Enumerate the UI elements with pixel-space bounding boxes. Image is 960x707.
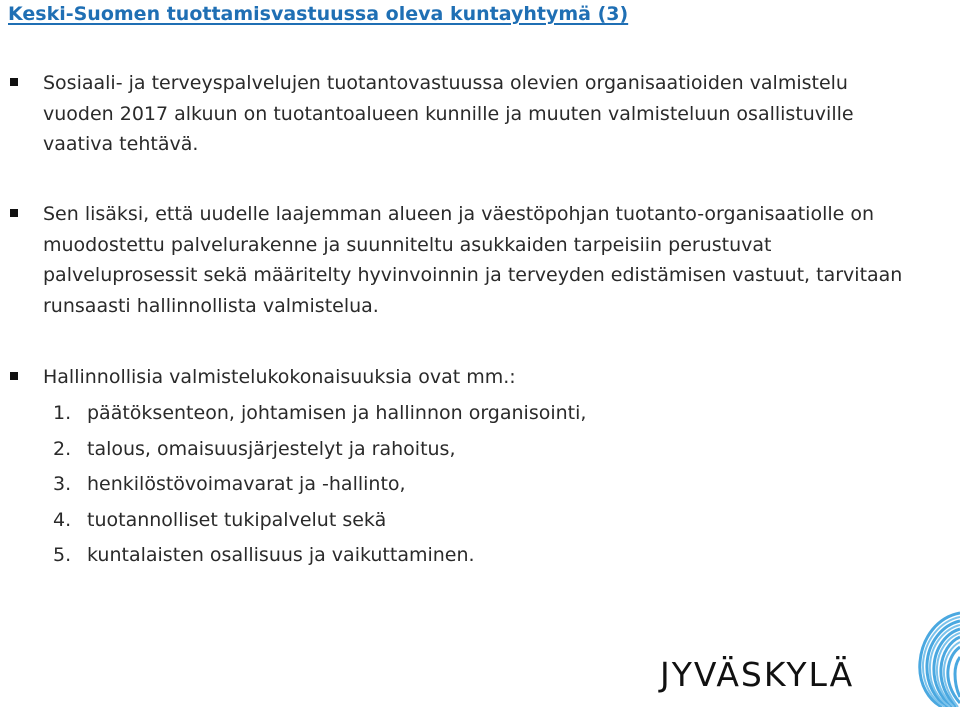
list-item-text: henkilöstövoimavarat ja -hallinto, [87,473,406,495]
list-item [53,432,586,468]
list-item-text: kuntalaisten osallisuus ja vaikuttaminen. [87,544,475,566]
bullet-paragraph: Sen lisäksi, että uudelle laajemman alueen ja väestöpohjan tuotanto-organisaatiolle on muodostettu palvelurakenne ja suunniteltu asukkaiden tarpeisiin perustuvat palveluprosessit sekä määritelty hyvinvoinnin ja terveyden edistämisen vastuut, tarvitaan runsaasti hallinnollista valmistelua. [43,203,903,317]
numbered-list [53,396,586,574]
list-item [53,538,586,574]
swirl-logo-icon [860,607,960,707]
slide-title: Keski-Suomen tuottamisvastuussa oleva kuntayhtymä (3) [8,3,629,25]
list-item-text: tuotannolliset tukipalvelut sekä [87,508,387,531]
list-item-text: talous, omaisuusjärjestelyt ja rahoitus, [87,437,456,460]
list-item [53,503,586,539]
jyvaskyla-logo-text: JYVÄSKYLÄ [660,655,855,694]
list-number: 5. [53,544,72,566]
square-bullet-icon [10,372,18,380]
list-number: 3. [53,473,72,495]
list-item [53,396,586,432]
list-number: 1. [53,402,72,424]
bullet-paragraph: Sosiaali- ja terveyspalvelujen tuotantovastuussa olevien organisaatioiden valmistelu vuoden 2017 alkuun on tuotantoalueen kunnille ja muuten valmisteluun osallistuville vaativa tehtävä. [43,72,854,155]
list-number: 4. [53,508,72,531]
list-item [53,467,586,503]
square-bullet-icon [10,209,18,217]
square-bullet-icon [10,78,18,86]
list-item-text: päätöksenteon, johtamisen ja hallinnon organisointi, [87,402,587,424]
bullet-paragraph: Hallinnollisia valmistelukokonaisuuksia ovat mm.: [43,366,516,388]
list-number: 2. [53,437,72,460]
